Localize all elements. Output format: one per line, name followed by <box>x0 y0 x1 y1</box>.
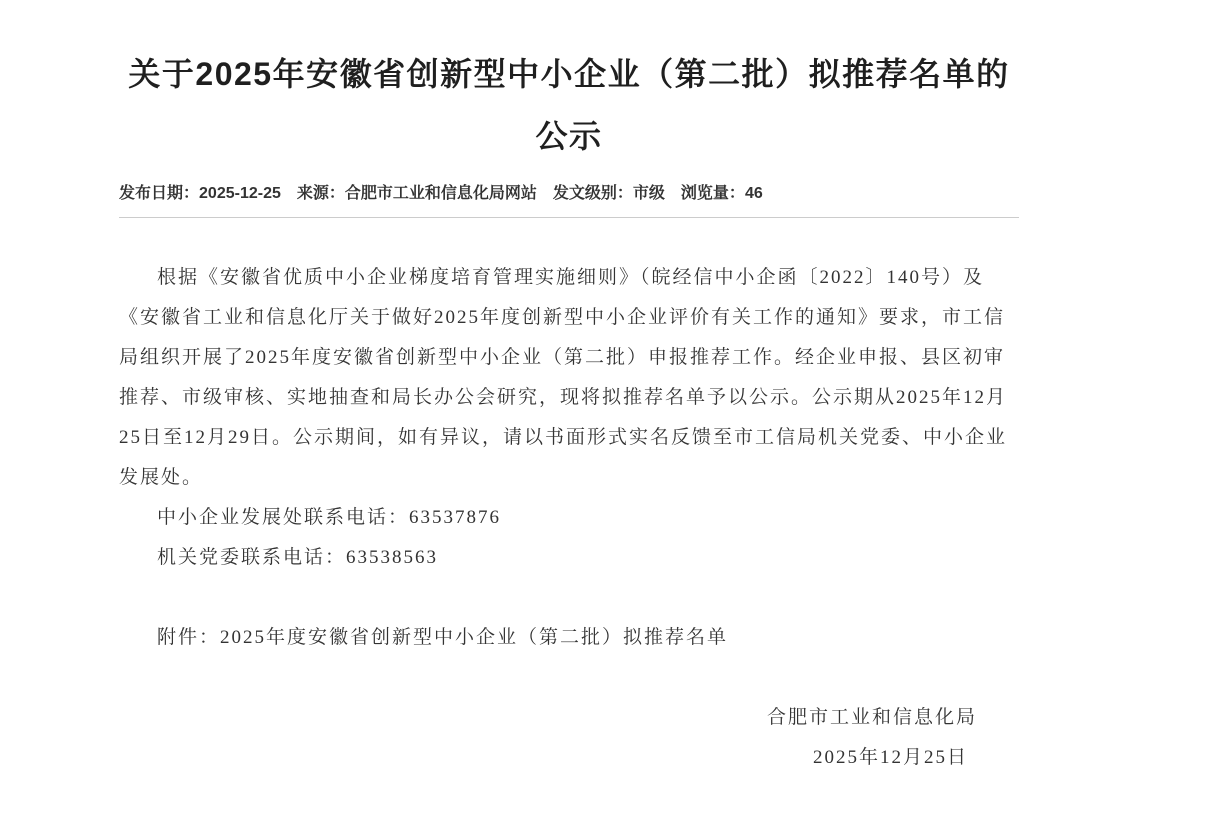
source-label: 来源： <box>296 185 345 202</box>
publish-date <box>119 184 281 204</box>
meta-divider <box>119 217 1019 218</box>
document-level <box>553 184 665 204</box>
publish-date-label: 发布日期： <box>119 185 200 202</box>
signature-block <box>119 698 1019 778</box>
article-body <box>119 258 1019 778</box>
signature-date: 2025年12月25日 <box>812 747 968 768</box>
source-value: 合肥市工业和信息化局网站 <box>344 185 537 202</box>
signature-agency: 合肥市工业和信息化局 <box>766 707 977 728</box>
document-level-label: 发文级别： <box>552 185 633 202</box>
meta-bar <box>119 184 1019 204</box>
body-paragraph: 根据《安徽省优质中小企业梯度培育管理实施细则》（皖经信中小企函〔2022〕140号）及《安徽省工业和信息化厅关于做好2025年度创新型中小企业评价有关工作的通知》要求，市工信局组织开展了2025年度安徽省创新型中小企业（第二批）申报推荐工作。经企业申报、县区初审推荐、市级审核、实地抽查和局长办公会研究，现将拟推荐名单予以公示。公示期从2025年12月25日至12月29日。公示期间，如有异议，请以书面形式实名反馈至市工信局机关党委、中小企业发展处。 <box>119 267 1008 488</box>
view-count-label: 浏览量： <box>680 185 745 202</box>
view-count-value: 46 <box>744 185 763 202</box>
attachment-link[interactable]: 附件：2025年度安徽省创新型中小企业（第二批）拟推荐名单 <box>157 627 729 648</box>
page-title: 关于2025年安徽省创新型中小企业（第二批）拟推荐名单的公示 <box>128 56 1010 154</box>
contact-party-line: 机关党委联系电话：63538563 <box>157 547 439 568</box>
source <box>297 184 537 204</box>
contact-smb-line: 中小企业发展处联系电话：63537876 <box>157 507 502 528</box>
document-level-value: 市级 <box>632 185 665 202</box>
view-count <box>681 184 763 204</box>
publish-date-value: 2025-12-25 <box>199 185 281 202</box>
document-content <box>119 0 1019 778</box>
